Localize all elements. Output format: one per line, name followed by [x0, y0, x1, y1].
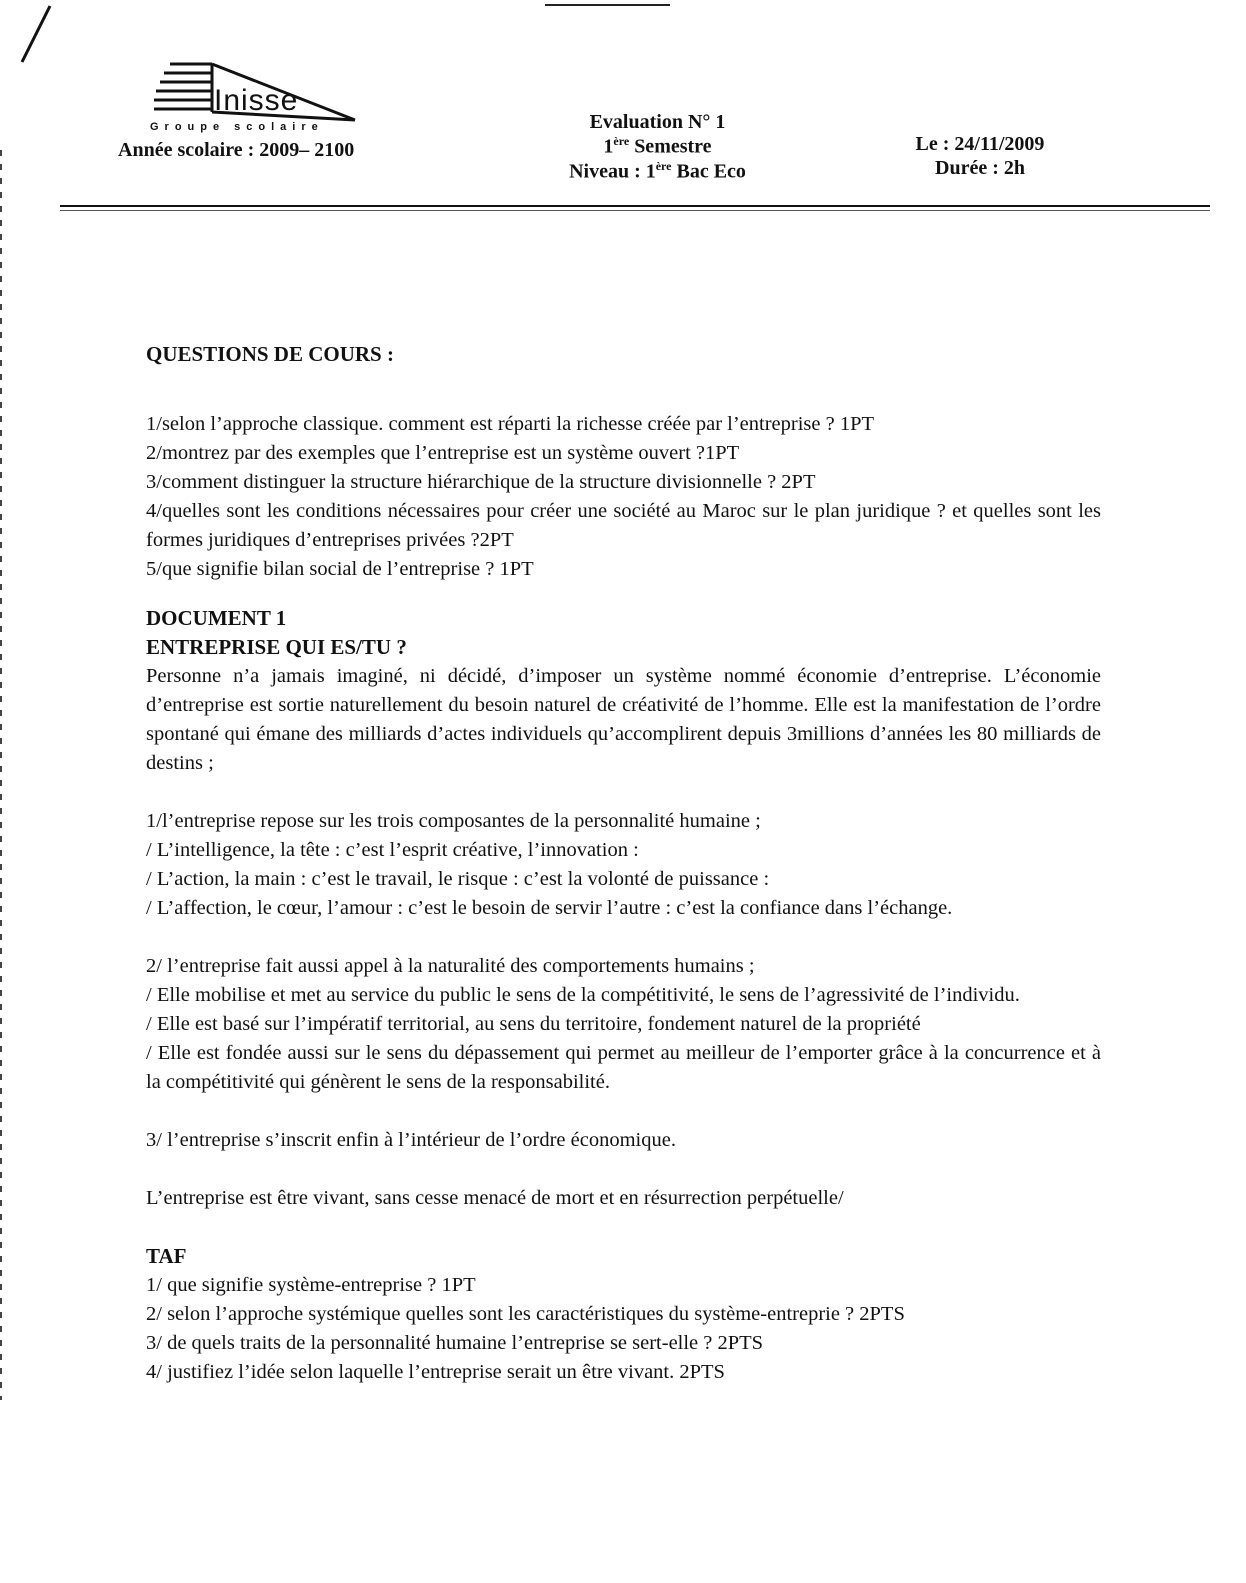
cours-question-4: 4/quelles sont les conditions nécessaires pour créer une société au Maroc sur le plan juridique ? et quelles sont les formes juridiques d’entreprises privées ?2PT [146, 500, 1101, 551]
document-point-3: 3/ l’entreprise s’inscrit enfin à l’intérieur de l’ordre économique. [146, 1129, 676, 1151]
pen-mark [14, 0, 54, 70]
logo-wordmark: Inisse [214, 84, 299, 117]
exam-duration: Durée : 2h [935, 157, 1025, 179]
exam-body [146, 340, 1101, 1387]
top-mark [545, 4, 670, 6]
evaluation-title: Evaluation N° 1 [589, 111, 726, 133]
header-divider-secondary [60, 210, 1210, 211]
document-conclusion: L’entreprise est être vivant, sans cesse menacé de mort et en résurrection perpétuelle/ [146, 1187, 844, 1209]
exam-info [540, 110, 775, 183]
document-label: DOCUMENT 1 [146, 606, 287, 630]
taf-question-1: 1/ que signifie système-entreprise ? 1PT [146, 1274, 476, 1296]
school-year: Année scolaire : 2009– 2100 [118, 139, 355, 161]
header-divider [60, 205, 1210, 207]
taf-heading: TAF [146, 1244, 187, 1268]
document-point-1b: / L’action, la main : c’est le travail, le risque : c’est la volonté de puissance : [146, 868, 770, 890]
level: Niveau : 1ère Bac Eco [569, 158, 746, 183]
taf-question-3: 3/ de quels traits de la personnalité humaine l’entreprise se sert-elle ? 2PTS [146, 1332, 764, 1354]
cours-question-2: 2/montrez par des exemples que l’entreprise est un système ouvert ?1PT [146, 442, 740, 464]
date-block [900, 132, 1060, 180]
cours-heading: QUESTIONS DE COURS : [146, 342, 394, 366]
document-point-2c: / Elle est fondée aussi sur le sens du dépassement qui permet au meilleur de l’emporter grâce à la concurrence et à la compétitivité qui génèrent le sens de la responsabilité. [146, 1042, 1101, 1093]
taf-question-2: 2/ selon l’approche systémique quelles sont les caractéristiques du système-entreprie ? 2PTS [146, 1303, 905, 1325]
document-intro: Personne n’a jamais imaginé, ni décidé, d’imposer un système nommé économie d’entreprise. L’économie d’entreprise est sortie naturellement du besoin naturel de créativité de l’homme. Elle est la manifestation de l’ordre spontané qui émane des milliards d’actes individuels qu’accomplirent depuis 3millions d’années les 80 milliards de destins ; [146, 665, 1101, 774]
exam-date: Le : 24/11/2009 [915, 133, 1045, 155]
taf-question-4: 4/ justifiez l’idée selon laquelle l’entreprise serait un être vivant. 2PTS [146, 1361, 725, 1383]
document-point-1: 1/l’entreprise repose sur les trois composantes de la personnalité humaine ; [146, 810, 761, 832]
semester: 1ère Semestre [603, 134, 712, 158]
logo-subtitle: Groupe scolaire [150, 121, 324, 133]
cours-question-5: 5/que signifie bilan social de l’entreprise ? 1PT [146, 558, 534, 580]
document-point-2: 2/ l’entreprise fait aussi appel à la naturalité des comportements humains ; [146, 955, 755, 977]
document-point-1a: / L’intelligence, la tête : c’est l’esprit créative, l’innovation : [146, 839, 639, 861]
cours-question-1: 1/selon l’approche classique. comment est réparti la richesse créée par l’entreprise ? 1PT [146, 413, 875, 435]
document-title: ENTREPRISE QUI ES/TU ? [146, 635, 407, 659]
document-point-2a: / Elle mobilise et met au service du public le sens de la compétitivité, le sens de l’agressivité de l’individu. [146, 984, 1020, 1006]
document-point-2b: / Elle est basé sur l’impératif territorial, au sens du territoire, fondement naturel de la propriété [146, 1013, 921, 1035]
cours-question-3: 3/comment distinguer la structure hiérarchique de la structure divisionnelle ? 2PT [146, 471, 816, 493]
document-point-1c: / L’affection, le cœur, l’amour : c’est le besoin de servir l’autre : c’est la confiance dans l’échange. [146, 897, 953, 919]
scan-edge [0, 150, 2, 1400]
